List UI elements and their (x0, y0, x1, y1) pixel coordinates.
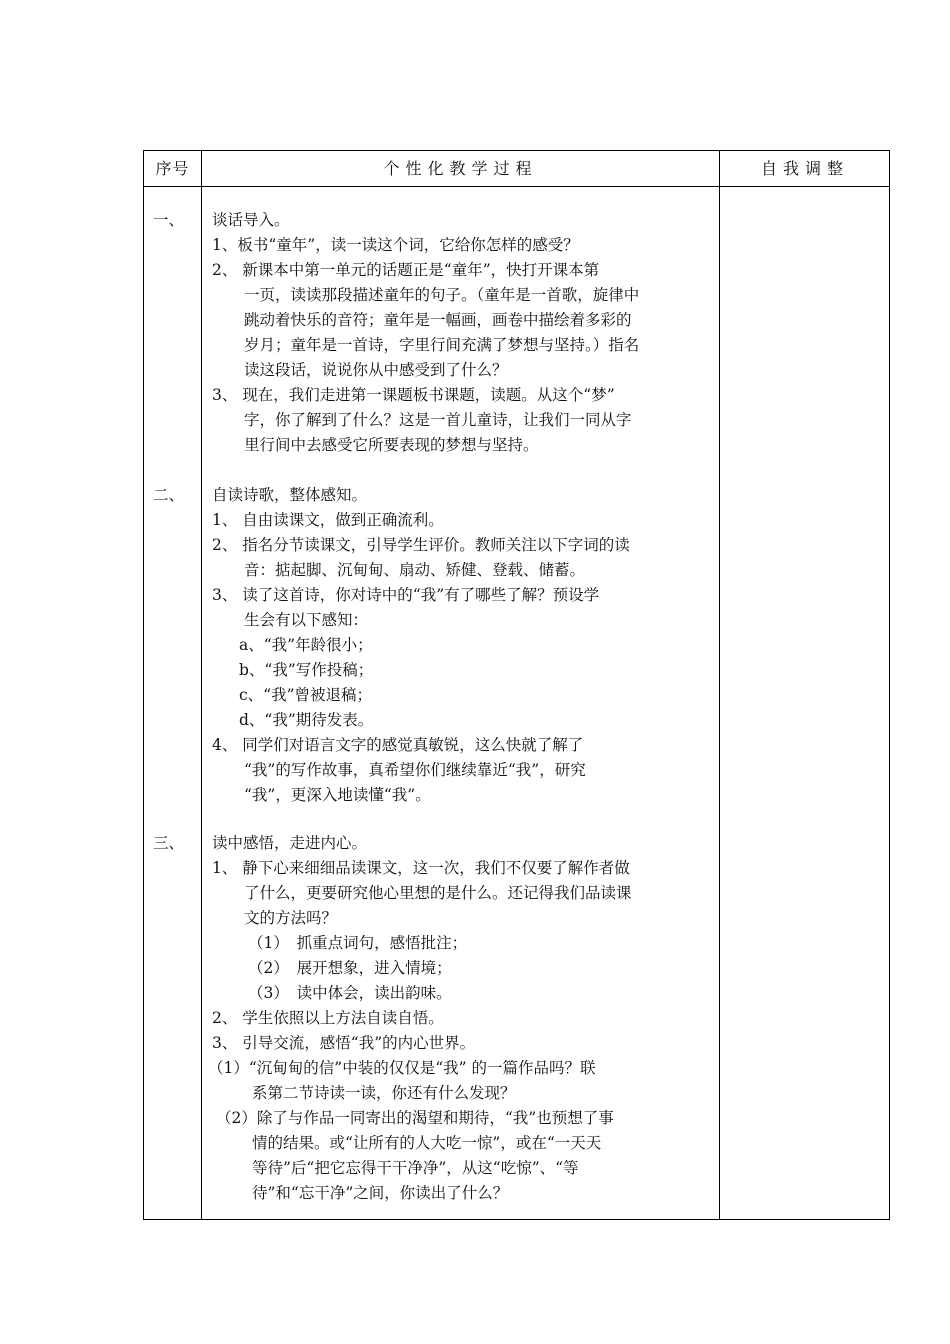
lesson-table (143, 150, 890, 1220)
header-process: 个性化教学过程 (383, 159, 538, 178)
section-3-body (208, 831, 712, 1206)
section-1-line: 读这段话，说说你从中感受到了什么？ (244, 361, 508, 379)
section-1-line: 谈话导入。 (212, 211, 290, 229)
section-2-line: 3、 读了这首诗，你对诗中的“我”有了哪些了解？预设学 (212, 586, 600, 604)
section-1-line: 里行间中去感受它所要表现的梦想与坚持。 (244, 436, 539, 454)
section-1-line: 跳动着快乐的音符；童年是一幅画，画卷中描绘着多彩的 (244, 311, 632, 329)
section-1-line: 一页，读读那段描述童年的句子。（童年是一首歌，旋律中 (244, 286, 640, 304)
section-3-line: 情的结果。或“让所有的人大吃一惊”，或在“一天天 (252, 1134, 602, 1152)
section-1-number: 一、 (153, 211, 185, 229)
section-2-line: a、“我”年龄很小； (239, 636, 373, 654)
section-3-line: （1）“沉甸甸的信”中装的仅仅是“我” 的一篇作品吗？联 (208, 1059, 596, 1077)
section-3-line: （1） 抓重点词句，感悟批注； (248, 934, 468, 952)
section-1-line: 字，你了解到了什么？这是一首儿童诗，让我们一同从字 (244, 411, 632, 429)
section-2-line: b、“我”写作投稿； (239, 661, 374, 679)
section-2-line: d、“我”期待发表。 (239, 711, 374, 729)
section-3-line: 待”和“忘干净”之间，你读出了什么？ (252, 1184, 509, 1202)
section-2-number: 二、 (153, 486, 185, 504)
section-2-line: “我”，更深入地读懂“我”。 (244, 786, 431, 804)
section-1-body (212, 208, 712, 458)
section-2-line: 音：掂起脚、沉甸甸、扇动、矫健、登载、储蓄。 (244, 561, 586, 579)
section-2-line: 1、 自由读课文，做到正确流利。 (212, 511, 444, 529)
section-3-line: 系第二节诗读一读，你还有什么发现？ (252, 1084, 516, 1102)
header-adjust: 自我调整 (760, 159, 849, 178)
section-3-line: 等待”后“把它忘得干干净净”，从这“吃惊”、“等 (252, 1159, 579, 1177)
section-2-line: 生会有以下感知： (244, 611, 369, 629)
section-3-line: （2）除了与作品一同寄出的渴望和期待，“我”也预想了事 (216, 1109, 614, 1127)
section-1-line: 岁月；童年是一首诗，字里行间充满了梦想与坚持。）指名 (244, 336, 640, 354)
section-2-body (212, 483, 712, 808)
section-1-line: 3、 现在，我们走进第一课题板书课题，读题。从这个“梦” (212, 386, 615, 404)
section-3-number: 三、 (153, 834, 185, 852)
section-1-line: 1、板书“童年”，读一读这个词，它给你怎样的感受？ (212, 236, 579, 254)
section-3-line: 3、 引导交流，感悟“我”的内心世界。 (212, 1034, 476, 1052)
section-3-line: 1、 静下心来细细品读课文，这一次，我们不仅要了解作者做 (212, 859, 630, 877)
section-3-line: 2、 学生依照以上方法自读自悟。 (212, 1009, 444, 1027)
column-divider-1 (201, 151, 202, 1219)
section-2-line: 4、 同学们对语言文字的感觉真敏锐，这么快就了解了 (212, 736, 584, 754)
header-seq: 序号 (155, 159, 190, 178)
header-divider (144, 186, 889, 187)
section-2-line: c、“我”曾被退稿； (239, 686, 373, 704)
section-2-line: “我”的写作故事，真希望你们继续靠近“我”，研究 (244, 761, 586, 779)
section-1-line: 2、 新课本中第一单元的话题正是“童年”，快打开课本第 (212, 261, 600, 279)
section-3-line: （2） 展开想象，进入情境； (248, 959, 452, 977)
column-divider-2 (719, 151, 720, 1219)
section-3-line: 文的方法吗？ (244, 909, 338, 927)
section-3-line: 读中感悟，走进内心。 (212, 834, 368, 852)
section-2-line: 2、 指名分节读课文，引导学生评价。教师关注以下字词的读 (212, 536, 630, 554)
section-2-line: 自读诗歌，整体感知。 (212, 486, 368, 504)
section-3-line: （3） 读中体会，读出韵味。 (248, 984, 452, 1002)
section-3-line: 了什么，更要研究他心里想的是什么。还记得我们品读课 (244, 884, 632, 902)
